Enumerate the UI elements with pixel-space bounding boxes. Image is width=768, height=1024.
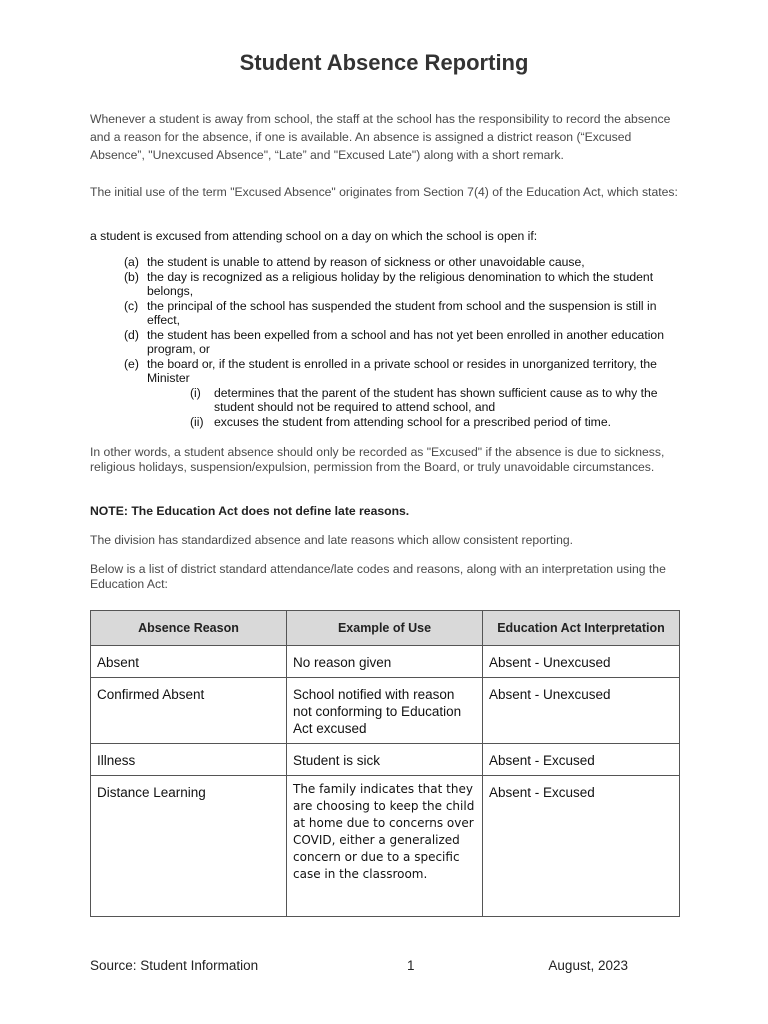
- sub-list-item: [90, 415, 690, 430]
- list-item: [90, 255, 690, 270]
- interpretation-cell: Absent - Unexcused: [483, 678, 680, 744]
- note-paragraph: [90, 502, 680, 520]
- example-cell: School notified with reason not conforming to Education Act excused: [287, 678, 483, 744]
- list-item-label: (c): [124, 298, 139, 313]
- table-header-row: [91, 611, 680, 646]
- list-item: [90, 299, 690, 328]
- footer-date: August, 2023: [548, 958, 628, 973]
- interpretation-cell: Absent - Excused: [483, 776, 680, 917]
- page-title: Student Absence Reporting: [239, 50, 529, 75]
- example-cell: Student is sick: [287, 744, 483, 776]
- standardized-paragraph: The division has standardized absence and late reasons which allow consistent reporting.: [90, 533, 574, 547]
- column-header-interpretation: Education Act Interpretation: [483, 611, 680, 646]
- list-item-label: (e): [124, 356, 139, 371]
- other-words-paragraph: In other words, a student absence should only be recorded as "Excused" if the absence is due to sickness, religious holidays, suspension/expulsion, permission from the Board, or truly unavoidable circumstances.: [90, 445, 665, 474]
- list-item-text: the student has been expelled from a school and has not yet been enrolled in another education program, or: [147, 327, 664, 356]
- list-item-text: the student is unable to attend by reason of sickness or other unavoidable cause,: [147, 255, 585, 269]
- list-item-text: the board or, if the student is enrolled in a private school or resides in unorganized territory, the Minister: [147, 356, 657, 385]
- note-text: The Education Act does not define late reasons.: [131, 504, 410, 518]
- list-item-label: (d): [124, 327, 139, 342]
- table-row: [91, 744, 680, 776]
- initial-use-paragraph: The initial use of the term "Excused Absence" originates from Section 7(4) of the Education Act, which states:: [90, 185, 678, 199]
- sub-list-item-text: excuses the student from attending school for a prescribed period of time.: [214, 414, 611, 429]
- interpretation-cell: Absent - Unexcused: [483, 646, 680, 678]
- reason-cell: Distance Learning: [91, 776, 287, 917]
- table-row: [91, 678, 680, 744]
- below-list-paragraph: Below is a list of district standard attendance/late codes and reasons, along with an interpretation using the Education Act:: [90, 562, 666, 591]
- sub-list-item-label: (ii): [190, 414, 204, 429]
- page-number: 1: [407, 958, 415, 973]
- footer-source: Source: Student Information: [90, 958, 259, 973]
- example-cell: No reason given: [287, 646, 483, 678]
- column-header-reason: Absence Reason: [91, 611, 287, 646]
- interpretation-cell: Absent - Excused: [483, 744, 680, 776]
- reason-cell: Confirmed Absent: [91, 678, 287, 744]
- sub-list-item: [90, 386, 690, 415]
- note-label: NOTE:: [90, 504, 128, 518]
- quote-lead: a student is excused from attending school on a day on which the school is open if:: [90, 229, 538, 243]
- page-footer: [90, 958, 628, 976]
- list-item: [90, 328, 690, 357]
- sub-list-item-label: (i): [190, 385, 201, 400]
- sub-list-item-text: determines that the parent of the student has shown sufficient cause as to why the student should not be required to attend school, and: [214, 385, 658, 414]
- list-item: [90, 357, 690, 386]
- list-item-label: (a): [124, 255, 139, 269]
- intro-paragraph: Whenever a student is away from school, the staff at the school has the responsibility to record the absence and a reason for the absence, if one is available. An absence is assigned a district reason (“Excused Absence”, "Unexcused Absence", “Late” and "Excused Late") along with a short remark.: [90, 112, 671, 162]
- table-row: [91, 776, 680, 917]
- list-item-label: (b): [124, 269, 139, 284]
- reason-cell: Illness: [91, 744, 287, 776]
- list-item-text: the principal of the school has suspended the student from school and the suspension is still in effect,: [147, 298, 657, 327]
- table-row: [91, 646, 680, 678]
- absence-reasons-table: [90, 610, 680, 917]
- conditions-list: [90, 255, 690, 429]
- reason-cell: Absent: [91, 646, 287, 678]
- list-item-text: the day is recognized as a religious holiday by the religious denomination to which the student belongs,: [147, 269, 654, 298]
- column-header-example: Example of Use: [287, 611, 483, 646]
- example-cell: The family indicates that they are choosing to keep the child at home due to concerns over COVID, either a generalized concern or due to a specific case in the classroom.: [287, 776, 483, 917]
- list-item: [90, 270, 690, 299]
